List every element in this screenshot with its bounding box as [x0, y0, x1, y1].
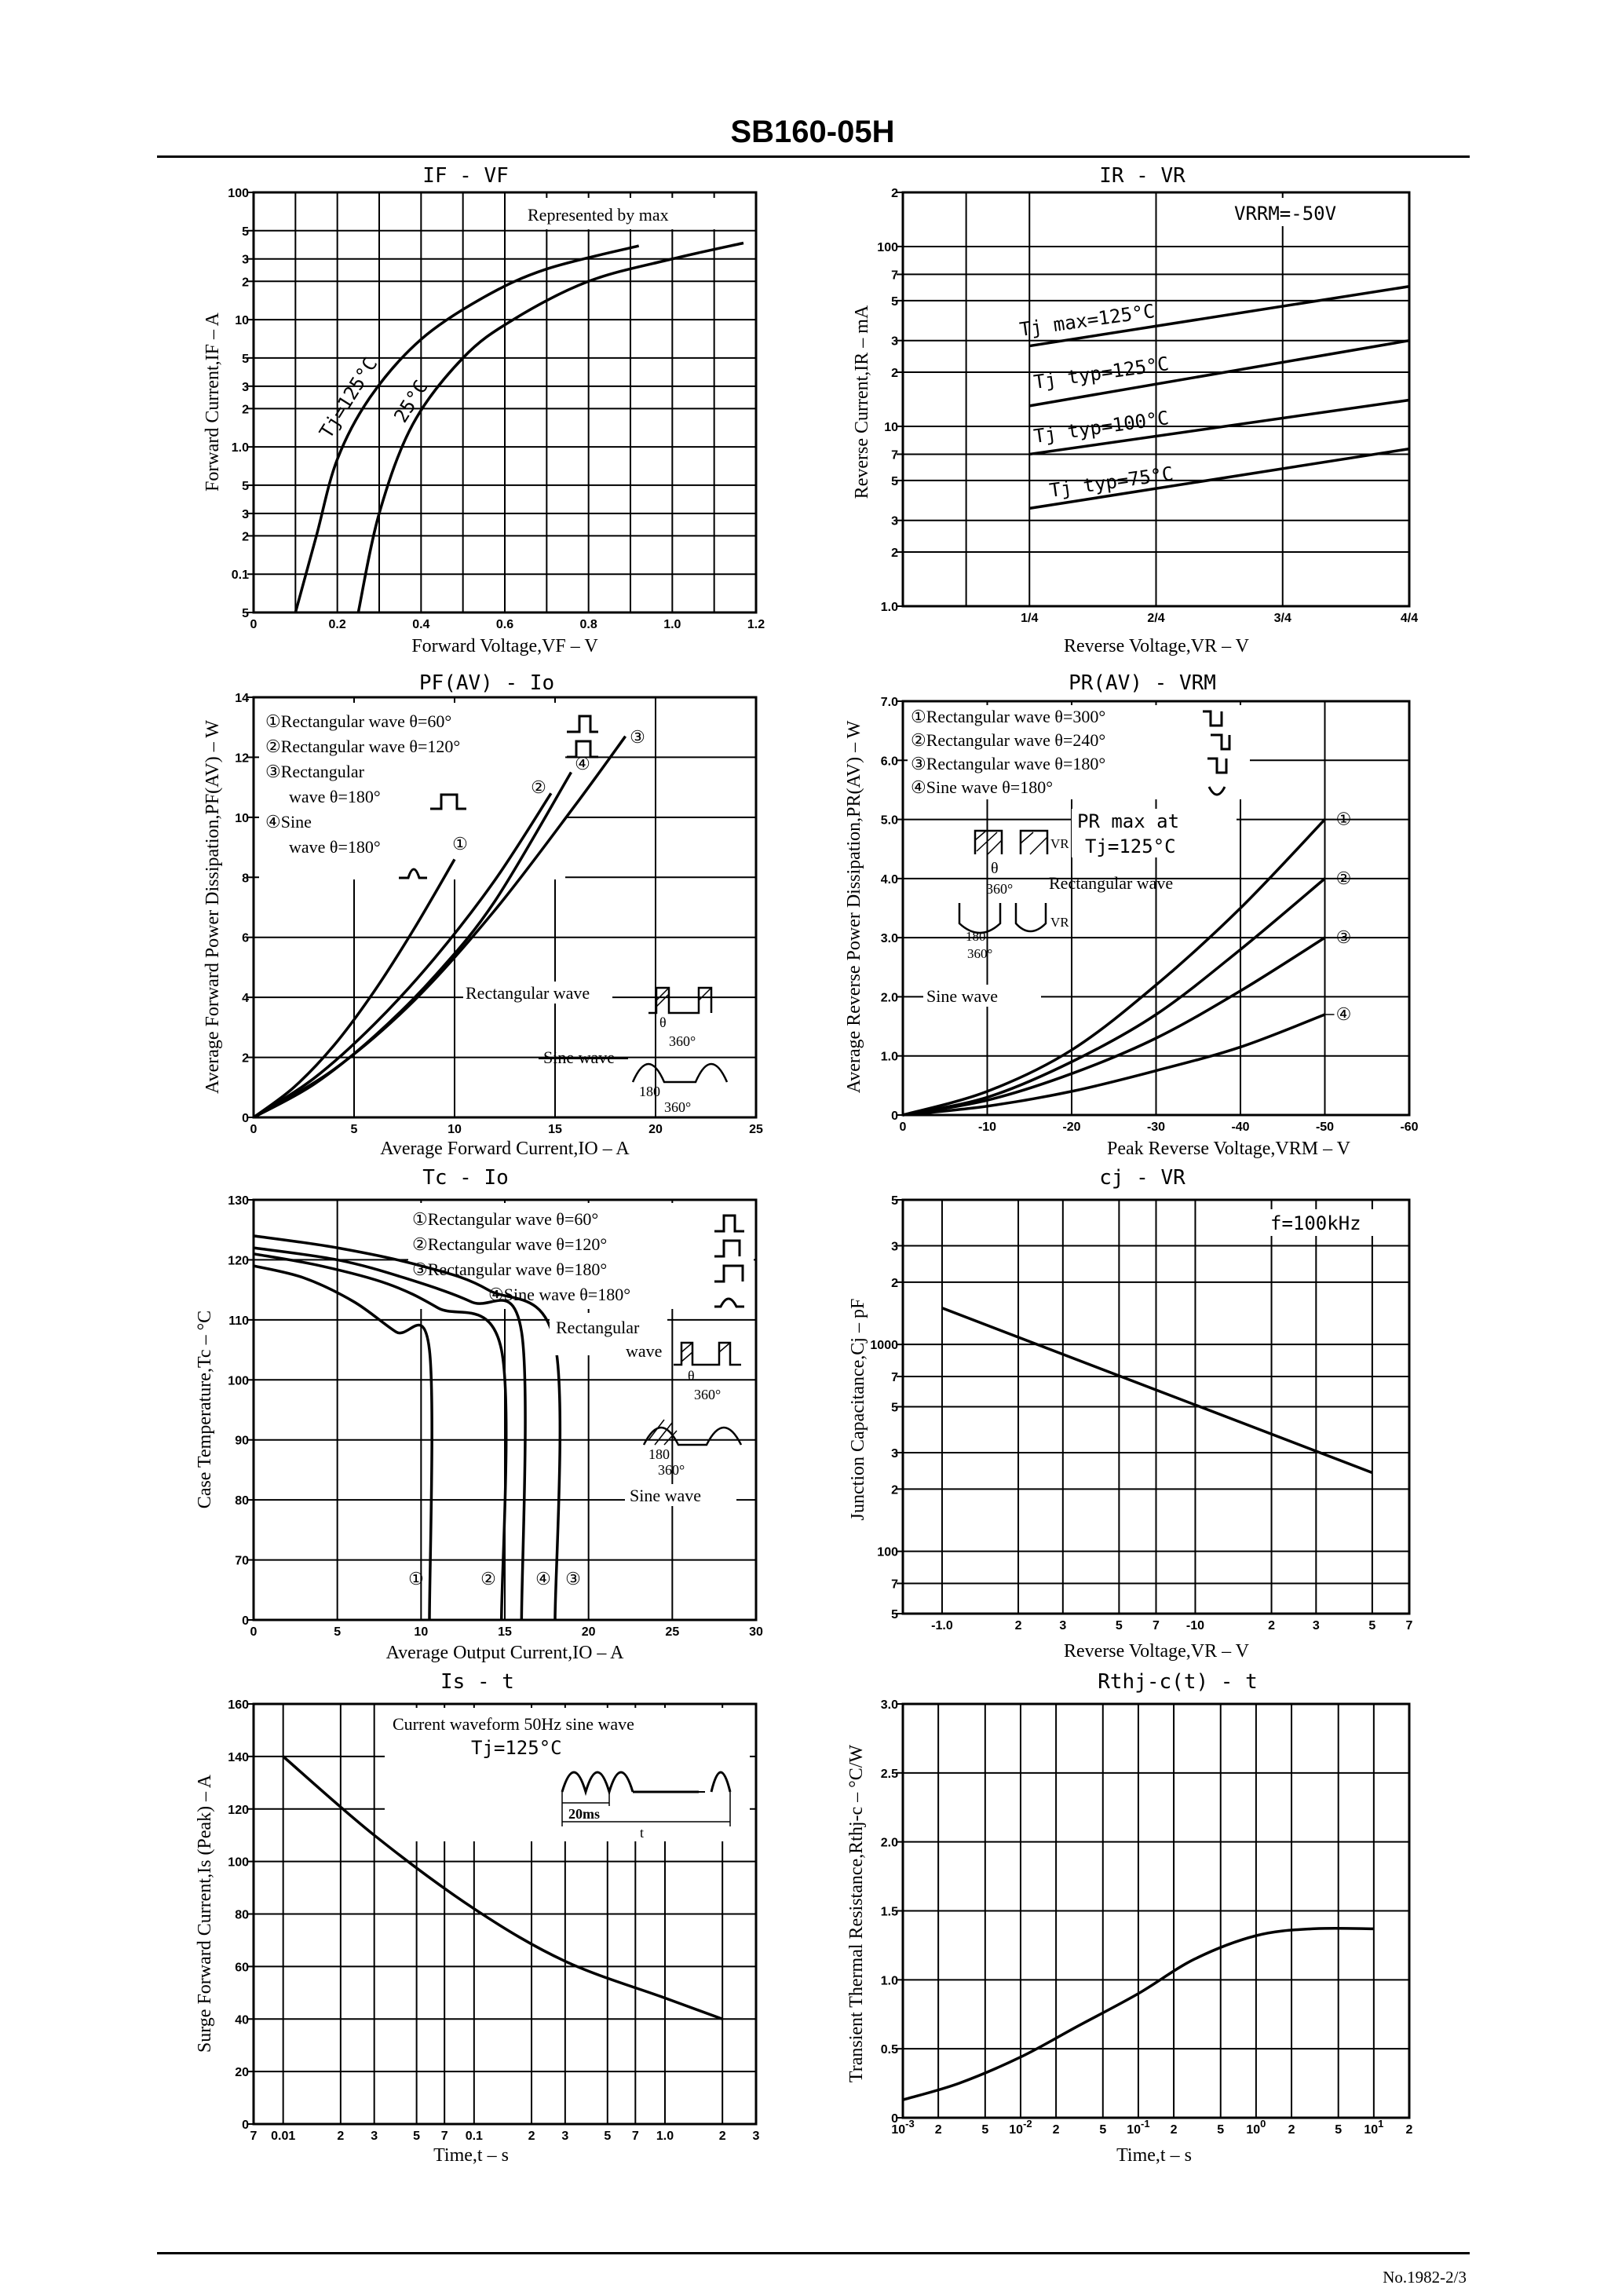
y-tick-label: 3.0 — [880, 932, 898, 946]
x-axis-label: Reverse Voltage,VR – V — [1064, 1641, 1249, 1662]
deg360-label: 360° — [669, 1033, 696, 1049]
chart-title: Is - t — [440, 1670, 514, 1694]
chart-title: Tc - Io — [422, 1166, 509, 1190]
x-axis-label: Peak Reverse Voltage,VRM – V — [1107, 1139, 1350, 1159]
x-tick-label: 5 — [350, 1123, 358, 1136]
y-axis-label: Junction Capacitance,Cj – pF — [848, 1298, 868, 1521]
x-tick-label: 2 — [528, 2130, 535, 2143]
series-line — [358, 243, 743, 612]
legend-3: ③Rectangular wave θ=180° — [412, 1260, 608, 1279]
y-tick-label: 2.0 — [880, 1836, 898, 1850]
x-tick-label: 3 — [1312, 1619, 1320, 1632]
y-tick-label: 1.0 — [231, 441, 249, 455]
tj-label: Tj=125°C — [1085, 835, 1176, 857]
y-tick-label: 1.0 — [880, 1974, 898, 1988]
series-line — [254, 1248, 525, 1620]
curve-marker: ④ — [1335, 1004, 1352, 1025]
x-tick-label: 0 — [899, 1121, 907, 1134]
x-tick-label: 0.4 — [412, 618, 430, 631]
series-line — [903, 1015, 1325, 1115]
prmax-label: PR max at — [1077, 810, 1180, 832]
x-tick-label: 7 — [440, 2130, 448, 2143]
series-label-25c: 25°C — [389, 376, 433, 427]
deg360-label: 360° — [986, 881, 1014, 897]
y-tick-label: 100 — [228, 1374, 249, 1388]
y-tick-label: 3 — [891, 1446, 898, 1461]
x-tick-label: $10^{-1}$ — [1127, 2118, 1150, 2137]
x-tick-label: 5 — [1335, 2123, 1343, 2137]
deg180-label: 180 — [639, 1084, 660, 1099]
curve-marker: ③ — [1335, 927, 1352, 948]
x-tick-label: 7 — [1153, 1619, 1160, 1632]
y-axis-label: Transient Thermal Resistance,Rthj-c – °C/W — [846, 1744, 867, 2083]
x-tick-exponent: -3 — [905, 2118, 915, 2130]
x-tick-label: 5 — [1368, 1619, 1376, 1632]
legend-2: ②Rectangular wave θ=120° — [412, 1234, 608, 1254]
y-tick-label: 0 — [242, 1614, 249, 1628]
y-tick-label: 1.5 — [880, 1905, 898, 1919]
x-tick-label: 2 — [1288, 2123, 1295, 2137]
y-tick-label: 0.5 — [880, 2043, 898, 2057]
y-tick-label: 6.0 — [880, 755, 898, 769]
rect-label-2: wave — [626, 1341, 663, 1361]
x-tick-label: 2 — [1014, 1619, 1022, 1632]
x-tick-label: 5 — [1099, 2123, 1107, 2137]
curve-marker: ① — [1335, 809, 1352, 829]
x-tick-label: 7 — [250, 2130, 258, 2143]
chart-title: cj - VR — [1099, 1166, 1185, 1190]
x-tick-label: 0.1 — [465, 2130, 483, 2143]
deg180-label: 180 — [966, 929, 986, 944]
chart-if-vf — [203, 164, 765, 656]
vrrm-annotation: VRRM=-50V — [1234, 203, 1337, 225]
chart-title: IR - VR — [1099, 164, 1185, 188]
x-tick-label: 0 — [250, 618, 258, 631]
x-tick-label: $10^{-2}$ — [1009, 2118, 1032, 2137]
y-tick-label: 60 — [235, 1961, 249, 1975]
rect-wave-glyph — [648, 988, 711, 1013]
chart-title: IF - VF — [422, 164, 509, 188]
x-tick-label: -10 — [1185, 1619, 1205, 1632]
legend-1: ①Rectangular wave θ=300° — [911, 707, 1106, 726]
legend-4: ④Sine wave θ=180° — [911, 777, 1053, 797]
x-tick-label: 2 — [718, 2130, 726, 2143]
y-tick-label: 12 — [235, 751, 249, 766]
y-axis-label: Forward Current,IF – A — [203, 313, 223, 492]
y-axis-label: Reverse Current,IR – mA — [852, 305, 872, 499]
x-tick-label: 2 — [934, 2123, 942, 2137]
y-tick-label: 2 — [242, 530, 249, 544]
y-tick-label: 3 — [891, 1240, 898, 1254]
deg360-label-2: 360° — [967, 946, 993, 961]
x-tick-label: 3 — [1059, 1619, 1067, 1632]
y-tick-label: 160 — [228, 1698, 249, 1712]
x-tick-label: 0.8 — [579, 618, 597, 631]
x-tick-label: 15 — [548, 1123, 562, 1136]
x-tick-label: 2/4 — [1147, 612, 1165, 625]
sine-wave-label: Sine wave — [543, 1047, 616, 1067]
x-axis-label: Reverse Voltage,VR – V — [1064, 636, 1249, 656]
y-tick-label: 3.0 — [880, 1698, 898, 1712]
x-tick-label: 1.0 — [663, 618, 681, 631]
20ms-label: 20ms — [568, 1806, 600, 1822]
y-tick-label: 1000 — [870, 1339, 898, 1353]
chart-pf-io — [203, 671, 763, 1159]
y-tick-label: 2.0 — [880, 991, 898, 1005]
y-tick-label: 5 — [242, 479, 249, 493]
x-tick-label: 3 — [371, 2130, 378, 2143]
chart-is-t — [195, 1670, 760, 2166]
y-tick-label: 1.0 — [880, 1050, 898, 1064]
y-tick-label: 110 — [228, 1314, 249, 1328]
rect-wave-label: Rectangular wave — [1049, 873, 1174, 893]
rect-wave-glyph — [674, 1343, 741, 1365]
x-tick-label: 7 — [631, 2130, 639, 2143]
x-tick-label: -40 — [1231, 1121, 1250, 1134]
theta-label: θ — [991, 860, 999, 877]
marker-4: ④ — [535, 1569, 551, 1589]
chart-rth-t — [846, 1670, 1413, 2166]
theta-label: θ — [688, 1368, 695, 1384]
x-tick-label: 2 — [1170, 2123, 1178, 2137]
chart-title: PR(AV) - VRM — [1069, 671, 1216, 695]
y-tick-label: 5 — [242, 607, 249, 620]
x-tick-label: 5 — [413, 2130, 421, 2143]
legend-2: ②Rectangular wave θ=120° — [265, 737, 461, 756]
part-number: SB160-05H — [730, 115, 895, 149]
marker-3: ③ — [565, 1569, 581, 1589]
x-tick-label: 3 — [561, 2130, 569, 2143]
x-tick-label: 0.2 — [328, 618, 346, 631]
deg360-label-2: 360° — [658, 1462, 685, 1478]
curve-marker-4: ④ — [575, 754, 590, 773]
y-tick-label: 2 — [891, 187, 898, 200]
tj-label: Tj=125°C — [471, 1737, 562, 1759]
y-tick-label: 10 — [884, 420, 898, 434]
legend-1: ①Rectangular wave θ=60° — [265, 711, 452, 731]
waveform-annotation: Current waveform 50Hz sine wave — [393, 1714, 634, 1734]
y-tick-label: 2.5 — [880, 1767, 898, 1781]
sine-wave-label: Sine wave — [926, 986, 999, 1006]
y-tick-label: 7 — [891, 1578, 898, 1592]
x-tick-label: 15 — [498, 1625, 512, 1639]
page-number: No.1982-2/3 — [1383, 2268, 1467, 2287]
x-tick-label: 30 — [749, 1625, 763, 1639]
y-tick-label: 7 — [891, 448, 898, 462]
rect-label-1: Rectangular — [556, 1318, 640, 1337]
x-tick-label: -10 — [977, 1121, 997, 1134]
y-tick-label: 20 — [235, 2066, 249, 2080]
y-tick-label: 3 — [242, 253, 249, 267]
x-tick-exponent: 0 — [1260, 2118, 1266, 2130]
x-tick-label: 5 — [981, 2123, 989, 2137]
x-tick-label: -50 — [1315, 1121, 1335, 1134]
chart-title: Rthj-c(t) - t — [1098, 1670, 1258, 1694]
t-label: t — [640, 1825, 645, 1841]
x-axis-label: Time,t – s — [1116, 2145, 1192, 2166]
curve-marker-2: ② — [531, 777, 546, 797]
curve-marker: ② — [1335, 868, 1352, 888]
y-tick-label: 80 — [235, 1908, 249, 1922]
series-line — [254, 1266, 432, 1620]
sine-wave-label: Sine wave — [630, 1486, 702, 1505]
chart-ir-vr — [852, 164, 1418, 656]
x-tick-label: $10^0$ — [1246, 2118, 1266, 2137]
y-tick-label: 100 — [877, 1545, 898, 1559]
x-tick-label: 7 — [1405, 1619, 1413, 1632]
y-tick-label: 2 — [891, 367, 898, 381]
x-tick-label: 10 — [414, 1625, 429, 1639]
x-tick-exponent: -2 — [1023, 2118, 1032, 2130]
legend-4: ④Sine — [265, 812, 312, 832]
y-tick-label: 2 — [891, 547, 898, 561]
y-tick-label: 2 — [242, 403, 249, 417]
x-tick-label: -1.0 — [931, 1619, 953, 1632]
rect-wave-label: Rectangular wave — [466, 983, 590, 1003]
y-tick-label: 4 — [242, 992, 249, 1006]
y-axis-label: Surge Forward Current,Is (Peak) – A — [195, 1774, 215, 2053]
y-tick-label: 5 — [891, 294, 898, 309]
y-tick-label: 0 — [891, 2112, 898, 2126]
chart-title: PF(AV) - Io — [418, 671, 555, 695]
chart-tc-io — [195, 1166, 763, 1663]
y-tick-label: 120 — [228, 1803, 249, 1817]
chart-cj-vr — [848, 1166, 1413, 1662]
marker-2: ② — [480, 1569, 496, 1589]
x-axis-label: Forward Voltage,VF – V — [411, 636, 598, 656]
x-tick-label: 0 — [250, 1123, 258, 1136]
x-tick-label: 3/4 — [1273, 612, 1291, 625]
y-tick-label: 90 — [235, 1434, 249, 1448]
rect-hatch — [681, 1343, 730, 1362]
y-tick-label: 4.0 — [880, 872, 898, 887]
y-tick-label: 2 — [891, 1483, 898, 1497]
x-tick-label: 2 — [1268, 1619, 1275, 1632]
x-tick-label: 20 — [581, 1625, 596, 1639]
series-label-4: Tj typ=75°C — [1047, 462, 1175, 502]
series-line — [903, 938, 1325, 1115]
legend-1: ①Rectangular wave θ=60° — [412, 1209, 599, 1229]
rect-hatch — [975, 831, 1047, 854]
y-tick-label: 0 — [891, 1110, 898, 1123]
vr-label: VR — [1050, 836, 1069, 851]
y-tick-label: 5 — [242, 225, 249, 239]
chart-pr-vrm — [844, 671, 1419, 1159]
x-tick-label: 0.01 — [271, 2130, 296, 2143]
series-label-2: Tj typ=125°C — [1032, 353, 1171, 393]
y-tick-label: 10 — [235, 314, 249, 328]
y-tick-label: 6 — [242, 931, 249, 945]
deg360-label-2: 360° — [664, 1099, 692, 1115]
x-tick-label: 2 — [1052, 2123, 1060, 2137]
y-tick-label: 70 — [235, 1554, 249, 1568]
y-tick-label: 7 — [891, 269, 898, 283]
series-line — [903, 820, 1325, 1115]
y-tick-label: 5.0 — [880, 813, 898, 828]
deg180-label: 180 — [648, 1446, 670, 1462]
curve-marker-1: ① — [452, 834, 468, 854]
y-tick-label: 40 — [235, 2013, 249, 2027]
y-tick-label: 100 — [877, 240, 898, 254]
x-tick-label: 5 — [334, 1625, 342, 1639]
frequency-annotation: f=100kHz — [1270, 1212, 1361, 1234]
x-tick-label: 0.6 — [495, 618, 514, 631]
series-line — [942, 1308, 1372, 1473]
y-tick-label: 5 — [242, 352, 249, 366]
x-axis-label: Average Forward Current,IO – A — [380, 1139, 630, 1159]
x-tick-label: 1/4 — [1021, 612, 1039, 625]
y-tick-label: 0 — [242, 2119, 249, 2132]
series-line — [295, 246, 638, 612]
y-tick-label: 140 — [228, 1750, 249, 1764]
y-tick-label: 2 — [242, 1051, 249, 1066]
x-tick-label: 10 — [448, 1123, 462, 1136]
y-tick-label: 14 — [235, 692, 249, 705]
y-tick-label: 2 — [242, 276, 249, 290]
x-tick-label: 3 — [752, 2130, 760, 2143]
marker-1: ① — [408, 1569, 424, 1589]
y-tick-label: 5 — [891, 1401, 898, 1415]
legend-2: ②Rectangular wave θ=240° — [911, 730, 1106, 750]
x-axis-label: Average Output Current,IO – A — [385, 1643, 624, 1663]
y-tick-label: 8 — [242, 872, 249, 886]
vr-label-2: VR — [1050, 915, 1069, 930]
y-tick-label: 5 — [891, 474, 898, 488]
y-tick-label: 3 — [242, 507, 249, 521]
x-tick-label: 5 — [604, 2130, 612, 2143]
series-label-3: Tj typ=100°C — [1032, 407, 1171, 448]
y-tick-label: 100 — [228, 1855, 249, 1870]
x-tick-label: 25 — [749, 1123, 763, 1136]
theta-label: θ — [659, 1015, 667, 1030]
y-tick-label: 80 — [235, 1494, 249, 1508]
x-tick-label: 4/4 — [1400, 612, 1419, 625]
y-tick-label: 130 — [228, 1194, 249, 1208]
y-axis-label: Case Temperature,Tc – °C — [195, 1310, 215, 1509]
curve-marker-3: ③ — [630, 727, 645, 747]
legend-4b: wave θ=180° — [289, 837, 381, 857]
x-tick-label: $10^1$ — [1364, 2118, 1384, 2137]
x-tick-label: 5 — [1115, 1619, 1123, 1632]
x-tick-exponent: 1 — [1378, 2118, 1384, 2130]
y-tick-label: 100 — [228, 187, 249, 200]
y-tick-label: 7.0 — [880, 696, 898, 709]
x-tick-label: 1.0 — [656, 2130, 674, 2143]
y-axis-label: Average Reverse Power Dissipation,PR(AV) – W — [844, 720, 864, 1094]
y-tick-label: 10 — [235, 811, 249, 825]
x-tick-exponent: -1 — [1141, 2118, 1150, 2130]
x-axis-label: Time,t – s — [433, 2145, 509, 2166]
sine-wave-glyph — [644, 1428, 741, 1445]
y-tick-label: 3 — [891, 335, 898, 349]
y-tick-label: 2 — [891, 1276, 898, 1290]
sine-wave-glyph — [633, 1064, 727, 1082]
legend-3b: wave θ=180° — [289, 787, 381, 806]
x-tick-label: -60 — [1400, 1121, 1419, 1134]
x-tick-label: 5 — [1217, 2123, 1225, 2137]
legend-4: ④Sine wave θ=180° — [488, 1285, 630, 1304]
y-axis-label: Average Forward Power Dissipation,PF(AV) – W — [203, 720, 223, 1094]
y-tick-label: 1.0 — [880, 601, 898, 614]
y-tick-label: 120 — [228, 1254, 249, 1268]
x-tick-label: $10^{-3}$ — [891, 2118, 915, 2137]
represented-by-max: Represented by max — [528, 205, 669, 225]
series-label-tj125: Tj=125°C — [315, 353, 382, 443]
legend-3: ③Rectangular — [265, 762, 365, 781]
y-tick-label: 5 — [891, 1608, 898, 1621]
y-tick-label: 3 — [891, 514, 898, 528]
y-tick-label: 5 — [891, 1194, 898, 1208]
x-tick-label: 2 — [1405, 2123, 1413, 2137]
x-tick-label: -30 — [1146, 1121, 1166, 1134]
x-tick-label: 20 — [648, 1123, 663, 1136]
x-tick-label: 0 — [250, 1625, 258, 1639]
y-tick-label: 0.1 — [231, 569, 249, 583]
x-tick-label: 25 — [665, 1625, 680, 1639]
y-tick-label: 3 — [242, 380, 249, 394]
x-tick-label: 1.2 — [747, 618, 765, 631]
series-label-1: Tj max=125°C — [1017, 300, 1156, 341]
x-tick-label: 2 — [337, 2130, 345, 2143]
legend-3: ③Rectangular wave θ=180° — [911, 754, 1106, 773]
x-tick-label: -20 — [1062, 1121, 1081, 1134]
y-tick-label: 0 — [242, 1112, 249, 1125]
deg360-label: 360° — [694, 1387, 721, 1402]
y-tick-label: 7 — [891, 1370, 898, 1384]
